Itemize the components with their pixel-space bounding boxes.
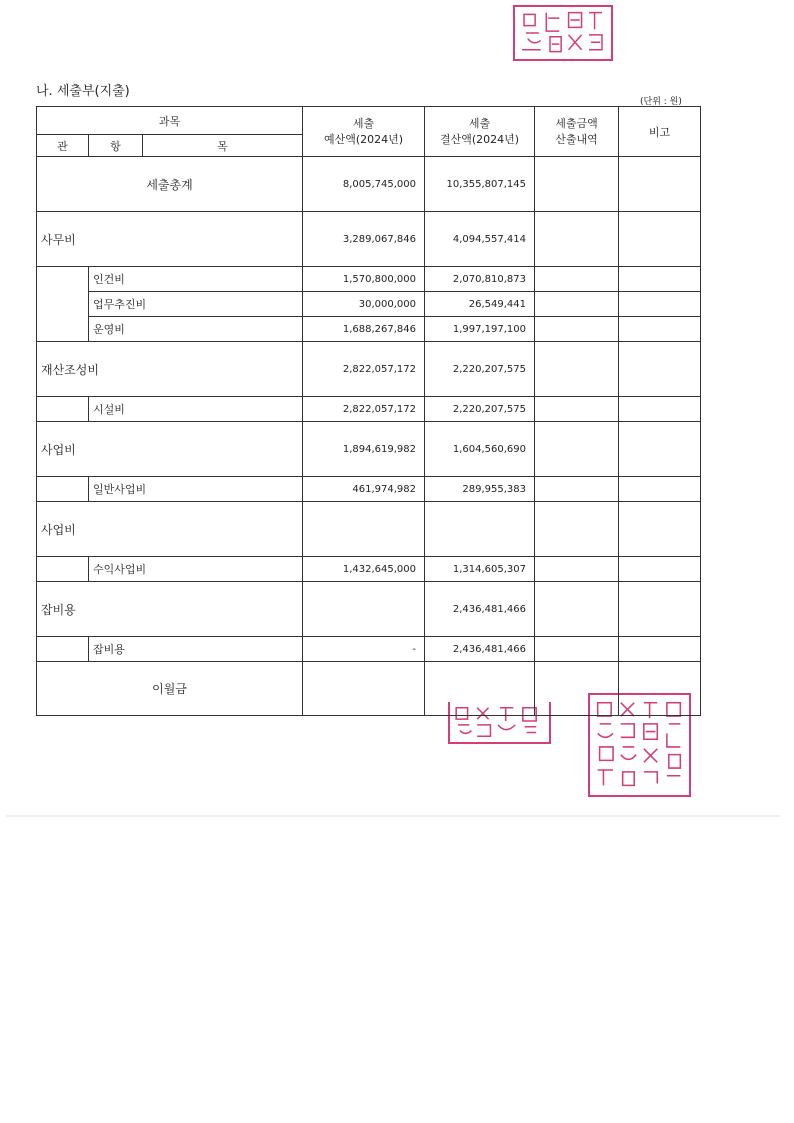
row-label: 세출총계 <box>37 157 303 212</box>
table-row-group <box>37 342 701 397</box>
settled-cell: 10,355,807,145 <box>425 157 535 212</box>
header-detail <box>535 107 619 157</box>
table-row-group <box>37 582 701 637</box>
header-settled-line2: 결산액(2024년) <box>439 132 520 146</box>
settled-cell <box>425 502 535 557</box>
row-label: 시설비 <box>89 397 303 422</box>
header-settled <box>425 107 535 157</box>
budget-cell: 1,432,645,000 <box>303 557 425 582</box>
header-budget-line2: 예산액(2024년) <box>323 132 404 146</box>
gwan-spacer <box>37 267 89 342</box>
budget-cell: 2,822,057,172 <box>303 342 425 397</box>
row-label: 재산조성비 <box>37 342 303 397</box>
table-row <box>37 477 701 502</box>
remarks-cell <box>619 317 701 342</box>
budget-cell <box>303 662 425 716</box>
detail-cell <box>535 582 619 637</box>
header-remarks: 비고 <box>619 107 701 157</box>
settled-cell: 289,955,383 <box>425 477 535 502</box>
settled-cell: 2,436,481,466 <box>425 637 535 662</box>
table-row-total <box>37 157 701 212</box>
remarks-cell <box>619 477 701 502</box>
settled-cell: 2,220,207,575 <box>425 342 535 397</box>
settled-cell: 26,549,441 <box>425 292 535 317</box>
detail-cell <box>535 212 619 267</box>
row-label: 사업비 <box>37 422 303 477</box>
settled-cell: 1,997,197,100 <box>425 317 535 342</box>
budget-cell: - <box>303 637 425 662</box>
budget-cell <box>303 582 425 637</box>
detail-cell <box>535 662 619 716</box>
header-subject: 과목 <box>37 107 303 135</box>
header-settled-line1: 세출 <box>468 116 491 130</box>
header-gwan: 관 <box>37 135 89 157</box>
table-row-group <box>37 212 701 267</box>
table-row <box>37 292 701 317</box>
detail-cell <box>535 157 619 212</box>
remarks-cell <box>619 212 701 267</box>
settled-cell: 2,220,207,575 <box>425 397 535 422</box>
row-label: 사무비 <box>37 212 303 267</box>
settled-cell: 1,604,560,690 <box>425 422 535 477</box>
row-label: 사업비 <box>37 502 303 557</box>
budget-cell: 8,005,745,000 <box>303 157 425 212</box>
budget-cell: 30,000,000 <box>303 292 425 317</box>
budget-cell: 1,688,267,846 <box>303 317 425 342</box>
detail-cell <box>535 292 619 317</box>
settled-cell: 1,314,605,307 <box>425 557 535 582</box>
detail-cell <box>535 557 619 582</box>
row-label: 업무추진비 <box>89 292 303 317</box>
section-title: 나. 세출부(지출) <box>36 84 130 99</box>
header-detail-line2: 산출내역 <box>555 132 598 146</box>
remarks-cell <box>619 292 701 317</box>
gwan-spacer <box>37 557 89 582</box>
budget-cell: 1,570,800,000 <box>303 267 425 292</box>
row-label: 인건비 <box>89 267 303 292</box>
settled-cell: 2,070,810,873 <box>425 267 535 292</box>
remarks-cell <box>619 557 701 582</box>
budget-cell: 2,822,057,172 <box>303 397 425 422</box>
remarks-cell <box>619 267 701 292</box>
row-label: 잡비용 <box>89 637 303 662</box>
header-mok: 목 <box>143 135 303 157</box>
remarks-cell <box>619 397 701 422</box>
remarks-cell <box>619 637 701 662</box>
row-label: 이월금 <box>37 662 303 716</box>
gwan-spacer <box>37 637 89 662</box>
remarks-cell <box>619 157 701 212</box>
detail-cell <box>535 342 619 397</box>
remarks-cell <box>619 582 701 637</box>
budget-cell: 1,894,619,982 <box>303 422 425 477</box>
gwan-spacer <box>37 477 89 502</box>
detail-cell <box>535 637 619 662</box>
header-budget-line1: 세출 <box>352 116 375 130</box>
remarks-cell <box>619 342 701 397</box>
budget-cell: 3,289,067,846 <box>303 212 425 267</box>
table-row <box>37 267 701 292</box>
settled-cell <box>425 662 535 716</box>
detail-cell <box>535 477 619 502</box>
table-row <box>37 317 701 342</box>
settled-cell: 4,094,557,414 <box>425 212 535 267</box>
detail-cell <box>535 502 619 557</box>
settled-cell: 2,436,481,466 <box>425 582 535 637</box>
header-detail-line1: 세출금액 <box>555 116 598 130</box>
row-label: 운영비 <box>89 317 303 342</box>
row-label: 수익사업비 <box>89 557 303 582</box>
table-row-group <box>37 502 701 557</box>
seal-stamp-top <box>513 5 613 61</box>
table-row-group <box>37 422 701 477</box>
expenditure-table <box>36 106 701 716</box>
remarks-cell <box>619 422 701 477</box>
table-row <box>37 397 701 422</box>
header-hang: 항 <box>89 135 143 157</box>
header-budget <box>303 107 425 157</box>
table-row <box>37 557 701 582</box>
table-row <box>37 637 701 662</box>
gwan-spacer <box>37 397 89 422</box>
table-row-carryover <box>37 662 701 716</box>
detail-cell <box>535 267 619 292</box>
row-label: 일반사업비 <box>89 477 303 502</box>
row-label: 잡비용 <box>37 582 303 637</box>
page-divider <box>6 815 781 817</box>
remarks-cell <box>619 662 701 716</box>
budget-cell: 461,974,982 <box>303 477 425 502</box>
detail-cell <box>535 422 619 477</box>
detail-cell <box>535 397 619 422</box>
budget-cell <box>303 502 425 557</box>
unit-label: (단위 : 원) <box>640 97 682 107</box>
remarks-cell <box>619 502 701 557</box>
detail-cell <box>535 317 619 342</box>
